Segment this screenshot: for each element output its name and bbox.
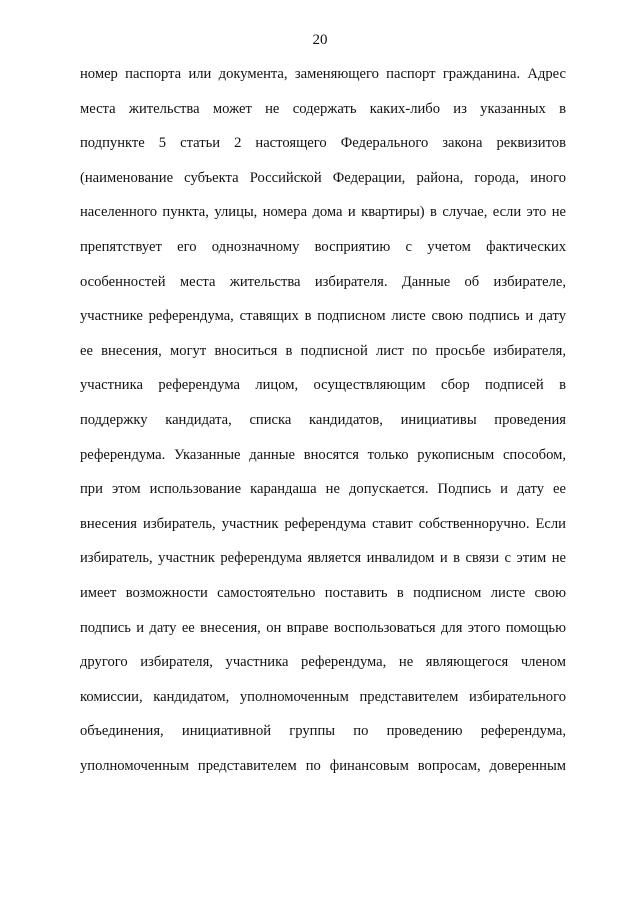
- text-line: населенного пункта, улицы, номера дома и квартиры) в случае, если это не: [80, 204, 566, 221]
- text-line: участника референдума лицом, осуществляющим сбор подписей в: [80, 377, 566, 394]
- body-text: [80, 64, 566, 790]
- text-line: (наименование субъекта Российской Федерации, района, города, иного: [80, 169, 566, 186]
- text-line: уполномоченным представителем по финансовым вопросам, доверенным: [80, 757, 566, 774]
- text-line: места жительства может не содержать каких-либо из указанных в: [80, 100, 566, 117]
- text-line: имеет возможности самостоятельно поставить в подписном листе свою: [80, 584, 566, 601]
- text-line: подпункте 5 статьи 2 настоящего Федерального закона реквизитов: [80, 135, 566, 152]
- text-line: препятствует его однозначному восприятию с учетом фактических: [80, 238, 566, 255]
- text-line: поддержку кандидата, списка кандидатов, инициативы проведения: [80, 411, 566, 428]
- text-line: избиратель, участник референдума является инвалидом и в связи с этим не: [80, 550, 566, 567]
- text-line: другого избирателя, участника референдума, не являющегося членом: [80, 654, 566, 671]
- page-number: 20: [312, 32, 328, 48]
- text-line: при этом использование карандаша не допускается. Подпись и дату ее: [80, 481, 566, 498]
- text-line: объединения, инициативной группы по проведению референдума,: [80, 723, 566, 740]
- text-line: номер паспорта или документа, заменяющего паспорт гражданина. Адрес: [80, 66, 566, 82]
- text-line: подпись и дату ее внесения, он вправе воспользоваться для этого помощью: [80, 619, 566, 636]
- text-line: ее внесения, могут вноситься в подписной лист по просьбе избирателя,: [80, 342, 566, 359]
- text-line: комиссии, кандидатом, уполномоченным представителем избирательного: [80, 688, 566, 705]
- text-line: внесения избиратель, участник референдума ставит собственноручно. Если: [80, 515, 566, 532]
- text-line: участнике референдума, ставящих в подписном листе свою подпись и дату: [80, 308, 566, 325]
- text-line: особенностей места жительства избирателя. Данные об избирателе,: [80, 273, 566, 290]
- text-line: референдума. Указанные данные вносятся только рукописным способом,: [80, 446, 566, 463]
